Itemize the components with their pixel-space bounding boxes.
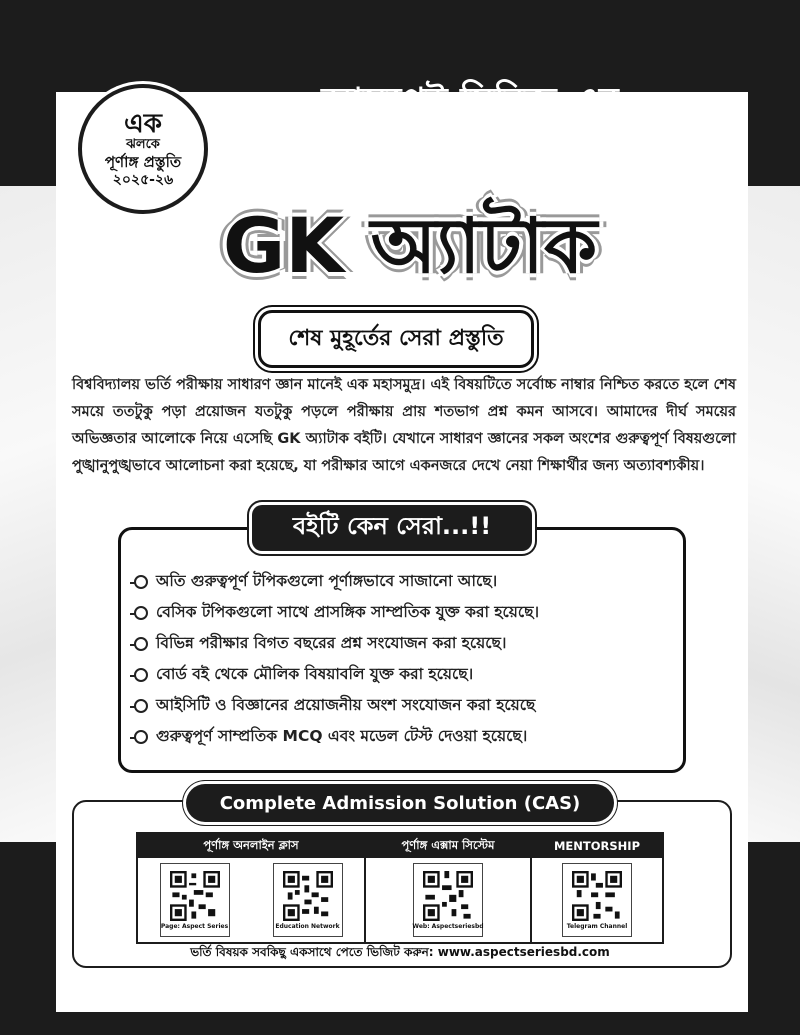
mentorship-header: MENTORSHIP [532, 834, 662, 858]
online-class-header: পূর্ণাঙ্গ অনলাইন ক্লাস [138, 834, 364, 858]
exam-system-column [366, 834, 532, 942]
tagline-text: শেষ মুহূর্তের সেরা প্রস্তুতি [288, 325, 504, 351]
right-decor [748, 186, 800, 842]
footer-visit-line [72, 944, 728, 964]
features-list [134, 566, 674, 752]
qr-code-icon [283, 871, 333, 921]
footer-label: ভর্তি বিষয়ক সবকিছু একসাথে পেতে ভিজিট করুন: [190, 945, 434, 959]
feature-text: বেসিক টপিকগুলো সাথে প্রাসঙ্গিক সাম্প্রতিক যুক্ত করা হয়েছে। [156, 602, 540, 621]
feature-text: গুরুত্বপূর্ণ সাম্প্রতিক MCQ এবং মডেল টেস্ট দেওয়া হয়েছে। [156, 726, 528, 745]
list-item [134, 566, 674, 597]
qr-caption: Telegram Channel [566, 922, 628, 930]
features-heading: বইটি কেন সেরা...!! [292, 512, 492, 540]
book-title: GK অ্যাটাক [222, 201, 598, 290]
badge-line3: পূর্ণাঙ্গ প্রস্তুতি [104, 152, 182, 171]
badge-year: ২০২৫-২৬ [112, 171, 174, 188]
qr-caption: Education Network [275, 922, 340, 930]
qr-web-card[interactable] [413, 863, 483, 937]
feature-text: বোর্ড বই থেকে মৌলিক বিষয়াবলি যুক্ত করা হয়েছে। [156, 664, 474, 683]
mentorship-column [532, 834, 662, 942]
feature-text: বিভিন্ন পরীক্ষার বিগত বছরের প্রশ্ন সংযোজন করা হয়েছে। [156, 633, 507, 652]
bullet-icon [134, 730, 148, 744]
qr-code-icon [170, 871, 220, 921]
features-heading-pill [252, 505, 532, 551]
cas-title: Complete Admission Solution (CAS) [219, 792, 581, 814]
series-title: আসপেক্ট সিরিজ-এর [321, 81, 619, 122]
list-item [134, 597, 674, 628]
exam-system-header: পূর্ণাঙ্গ এক্সাম সিস্টেম [366, 834, 530, 858]
footer-url[interactable]: www.aspectseriesbd.com [437, 945, 610, 959]
list-item [134, 628, 674, 659]
series-subtitle-1: ঢাকা বিশ্ববিদ্যালয়সহ সকল পাবলিক বিশ্ববিদ্যালয়ের সাধারণ জ্ঞানের [275, 129, 675, 147]
qr-telegram-card[interactable] [562, 863, 632, 937]
list-item [134, 721, 674, 752]
list-item [134, 690, 674, 721]
bullet-icon [134, 637, 148, 651]
qr-page-card[interactable] [160, 863, 230, 937]
badge-seal [78, 84, 208, 214]
series-subtitle-2: শেষ সময়ের পূর্ণাঙ্গ প্রস্তুতির জন্য [379, 154, 571, 172]
cas-title-pill [186, 784, 614, 822]
bullet-icon [134, 699, 148, 713]
feature-text: অতি গুরুত্বপূর্ণ টপিকগুলো পূর্ণাঙ্গভাবে সাজানো আছে। [156, 571, 498, 590]
list-item [134, 659, 674, 690]
tagline-box [258, 310, 534, 368]
bullet-icon [134, 575, 148, 589]
intro-paragraph: বিশ্ববিদ্যালয় ভর্তি পরীক্ষায় সাধারণ জ্ঞান মানেই এক মহাসমুদ্র। এই বিষয়টিতে সর্বোচ্চ নাম্বার নিশ্চিত করতে হলে শেষ সময়ে ততটুকু পড়া প্রয়োজন যতটুকু পড়লে পরীক্ষায় প্রায় শতভাগ প্রশ্ন কমন আসবে। আমাদের দীর্ঘ সময়ের অভিজ্ঞতার আলোকে নিয়ে এসেছি GK অ্যাটাক বইটি। যেখানে সাধারণ জ্ঞানের সকল অংশের গুরুত্বপূর্ণ বিষয়গুলো পুঙ্খানুপুঙ্খভাবে আলোচনা করা হয়েছে, যা পরীক্ষার আগে একনজরে দেখে নেয়া শিক্ষার্থীর জন্য অত্যাবশ্যকীয়। [72, 377, 736, 474]
badge-line1: এক [124, 108, 162, 139]
badge-line2: ঝলকে [126, 136, 160, 152]
feature-text: আইসিটি ও বিজ্ঞানের প্রয়োজনীয় অংশ সংযোজন করা হয়েছে [156, 695, 536, 714]
qr-caption: Web: Aspectseriesbd [412, 922, 484, 930]
bullet-icon [134, 606, 148, 620]
qr-code-icon [423, 871, 473, 921]
service-table [136, 832, 664, 944]
bullet-icon [134, 668, 148, 682]
qr-network-card[interactable] [273, 863, 343, 937]
qr-code-icon [572, 871, 622, 921]
qr-caption: Page: Aspect Series [160, 922, 229, 930]
online-class-column [138, 834, 366, 942]
